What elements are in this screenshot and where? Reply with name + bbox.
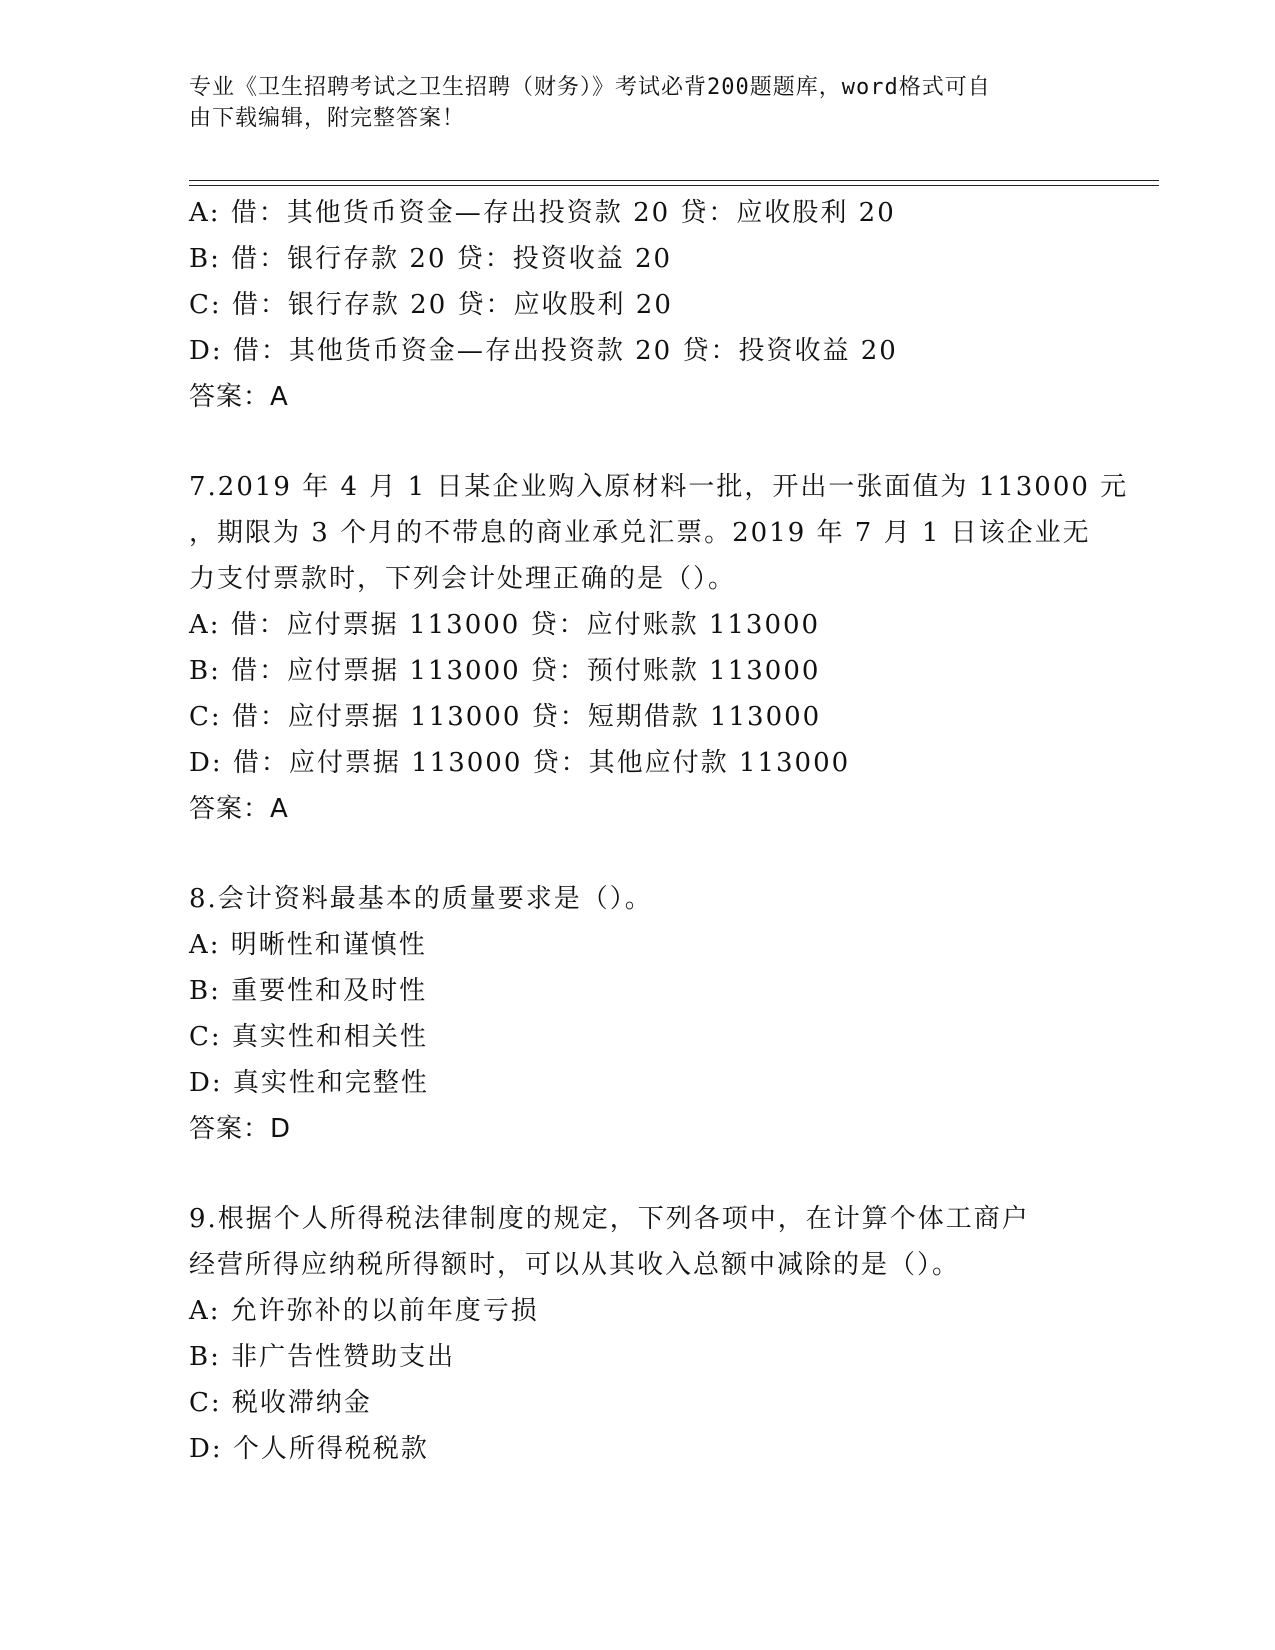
option-c: C: 税收滞纳金 (189, 1388, 372, 1418)
question-9 (189, 1196, 1129, 1472)
option-a: A: 借：其他货币资金—存出投资款 20 贷：应收股利 20 (189, 198, 896, 228)
question-6 (189, 190, 1129, 420)
header-divider (189, 180, 1159, 181)
spacer (189, 832, 1129, 876)
header-divider (189, 185, 1159, 186)
option-b: B: 非广告性赞助支出 (189, 1342, 456, 1372)
question-8 (189, 876, 1129, 1152)
document-header (189, 72, 1089, 134)
answer: 答案：A (189, 382, 289, 412)
question-list (189, 190, 1129, 1472)
option-d: D: 真实性和完整性 (189, 1068, 429, 1098)
header-line: 专业《卫生招聘考试之卫生招聘（财务）》考试必背200题题库，word格式可自 (189, 75, 991, 100)
header-line: 由下载编辑，附完整答案！ (189, 106, 466, 131)
question-7 (189, 464, 1129, 832)
spacer (189, 420, 1129, 464)
question-stem: 9.根据个人所得税法律制度的规定，下列各项中，在计算个体工商户 (189, 1204, 1030, 1234)
option-d: D: 借：应付票据 113000 贷：其他应付款 113000 (189, 748, 851, 778)
option-d: D: 个人所得税税款 (189, 1434, 429, 1464)
option-b: B: 借：应付票据 113000 贷：预付账款 113000 (189, 656, 821, 686)
question-stem: 7.2019 年 4 月 1 日某企业购入原材料一批，开出一张面值为 113000 元 (189, 472, 1129, 502)
option-b: B: 借：银行存款 20 贷：投资收益 20 (189, 244, 673, 274)
option-a: A: 明晰性和谨慎性 (189, 930, 427, 960)
question-stem: 力支付票款时，下列会计处理正确的是（）。 (189, 564, 737, 594)
option-c: C: 借：银行存款 20 贷：应收股利 20 (189, 290, 673, 320)
question-stem: ，期限为 3 个月的不带息的商业承兑汇票。2019 年 7 月 1 日该企业无 (189, 518, 1091, 548)
question-stem: 8.会计资料最基本的质量要求是（）。 (189, 884, 653, 914)
option-c: C: 借：应付票据 113000 贷：短期借款 113000 (189, 702, 822, 732)
option-a: A: 借：应付票据 113000 贷：应付账款 113000 (189, 610, 821, 640)
option-d: D: 借：其他货币资金—存出投资款 20 贷：投资收益 20 (189, 336, 898, 366)
option-a: A: 允许弥补的以前年度亏损 (189, 1296, 539, 1326)
option-b: B: 重要性和及时性 (189, 976, 428, 1006)
question-stem: 经营所得应纳税所得额时，可以从其收入总额中减除的是（）。 (189, 1250, 961, 1280)
answer: 答案：A (189, 794, 289, 824)
option-c: C: 真实性和相关性 (189, 1022, 428, 1052)
answer: 答案：D (189, 1114, 292, 1144)
spacer (189, 1152, 1129, 1196)
